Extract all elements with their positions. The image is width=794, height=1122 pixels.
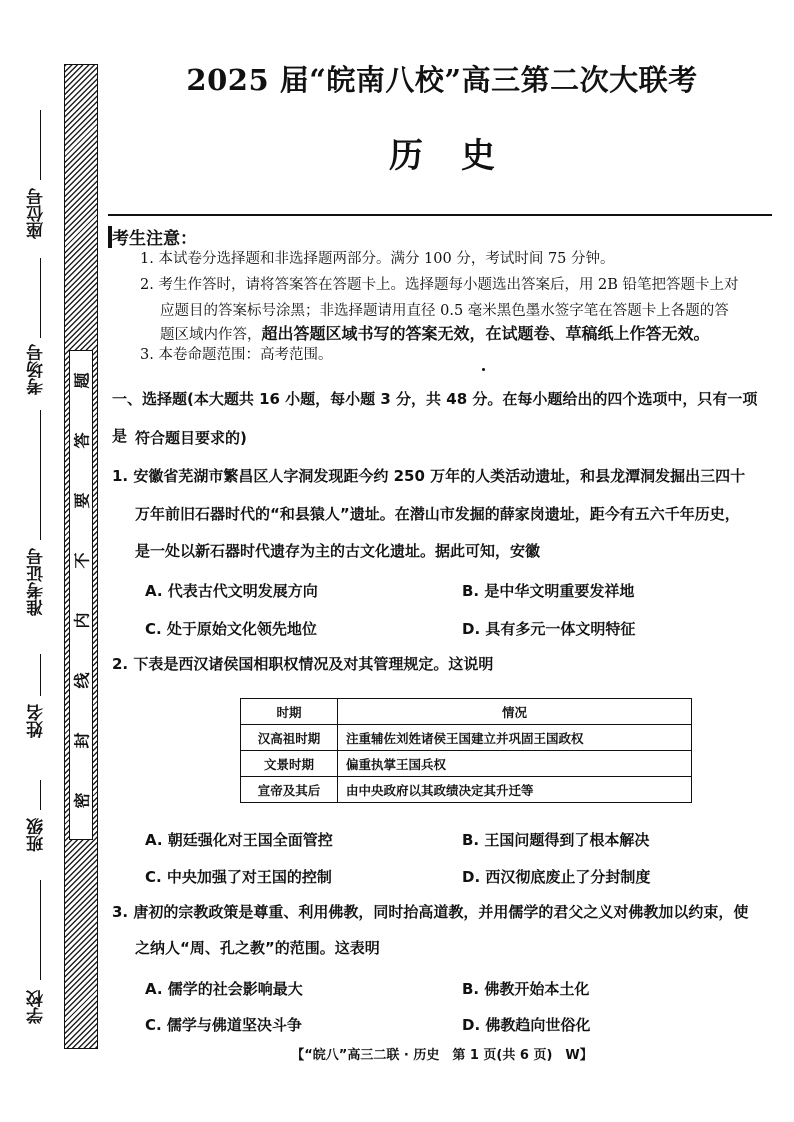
table-header: 情况 — [338, 699, 692, 725]
table-cell: 由中央政府以其政绩决定其升迁等 — [338, 777, 692, 803]
seal-char: 内 — [72, 612, 92, 629]
binding-strip — [64, 64, 98, 1049]
q2-option-d[interactable]: D. 西汉彻底废止了分封制度 — [462, 868, 651, 886]
seal-char: 密 — [72, 792, 92, 809]
seal-notice-box — [69, 350, 93, 840]
q1-option-d[interactable]: D. 具有多元一体文明特征 — [462, 620, 636, 638]
seal-char: 答 — [72, 432, 92, 449]
stray-dot — [482, 368, 485, 371]
q1-option-c[interactable]: C. 处于原始文化领先地位 — [145, 620, 317, 638]
q3-option-a[interactable]: A. 儒学的社会影响最大 — [145, 980, 303, 998]
question-1-line: 万年前旧石器时代的“和县猿人”遗址。在潜山市发掘的薛家岗遗址，距今有五六千年历史， — [135, 505, 740, 523]
table-header-row — [241, 699, 692, 725]
notice-item: 2. 考生作答时，请将答案答在答题卡上。选择题每小题选出答案后，用 2B 铅笔把答题卡上对 — [140, 277, 739, 293]
class-label: 班级 — [27, 818, 47, 852]
question-3-line: 之纳人“周、孔之教”的范围。这表明 — [135, 939, 380, 957]
question-3-line: 3. 唐初的宗教政策是尊重、利用佛教，同时抬高道教，并用儒学的君父之义对佛教加以约束，使 — [112, 903, 749, 921]
notice-emphasis: 超出答题区域书写的答案无效，在试题卷、草稿纸上作答无效。 — [261, 324, 710, 343]
header-divider — [108, 214, 772, 216]
question-1-line: 1. 安徽省芜湖市繁昌区人字洞发现距今约 250 万年的人类活动遗址，和县龙潭洞发掘出三四十 — [112, 467, 746, 485]
admission-number-field[interactable] — [24, 410, 58, 650]
notice-item: 应题目的答案标号涂黑；非选择题请用直径 0.5 毫米黑色墨水签字笔在答题卡上各题的答 — [160, 303, 729, 319]
class-field[interactable] — [24, 780, 58, 880]
fill-line — [40, 258, 41, 338]
admission-number-label: 准考证号 — [27, 548, 47, 616]
name-label: 姓名 — [27, 704, 47, 738]
school-label: 学校 — [27, 990, 47, 1024]
exam-room-label: 考场号 — [27, 344, 47, 395]
table-row — [241, 725, 692, 751]
fill-line — [40, 780, 41, 810]
table-row — [241, 751, 692, 777]
question-2-stem: 2. 下表是西汉诸侯国相职权情况及对其管理规定。这说明 — [112, 655, 494, 673]
seal-char: 要 — [72, 492, 92, 509]
name-field[interactable] — [24, 654, 58, 774]
school-field[interactable] — [24, 880, 58, 1050]
section-heading-cont: 符合题目要求的) — [135, 429, 247, 447]
table-cell: 文景时期 — [241, 751, 338, 777]
seal-char: 线 — [72, 672, 92, 689]
table-cell: 宣帝及其后 — [241, 777, 338, 803]
q2-option-b[interactable]: B. 王国问题得到了根本解决 — [462, 831, 650, 849]
seal-char: 不 — [72, 552, 92, 569]
exam-room-field[interactable] — [24, 258, 58, 398]
q2-table — [240, 698, 692, 803]
fill-line — [40, 880, 41, 980]
notice-item: 1. 本试卷分选择题和非选择题两部分。满分 100 分，考试时间 75 分钟。 — [140, 251, 615, 267]
q1-option-b[interactable]: B. 是中华文明重要发祥地 — [462, 582, 635, 600]
table-cell: 汉高祖时期 — [241, 725, 338, 751]
q3-option-d[interactable]: D. 佛教趋向世俗化 — [462, 1016, 591, 1034]
q3-option-b[interactable]: B. 佛教开始本土化 — [462, 980, 590, 998]
question-1-line: 是一处以新石器时代遗存为主的古文化遗址。据此可知，安徽 — [135, 542, 541, 560]
table-cell: 偏重执掌王国兵权 — [338, 751, 692, 777]
page-footer: 【“皖八”高三二联 · 历史 第 1 页(共 6 页) W】 — [291, 1048, 593, 1063]
table-cell: 注重辅佐刘姓诸侯王国建立并巩固王国政权 — [338, 725, 692, 751]
q2-option-a[interactable]: A. 朝廷强化对王国全面管控 — [145, 831, 333, 849]
notice-heading: 考生注意： — [112, 229, 197, 249]
seal-char: 题 — [72, 372, 92, 389]
fill-line — [40, 654, 41, 696]
table-header: 时期 — [241, 699, 338, 725]
notice-item: 3. 本卷命题范围：高考范围。 — [140, 347, 333, 363]
subject-title: 历史 — [389, 136, 533, 176]
seal-char: 封 — [72, 732, 92, 749]
seat-number-label: 座位号 — [27, 188, 47, 239]
fill-line — [40, 110, 41, 180]
fill-line — [40, 410, 41, 540]
q2-option-c[interactable]: C. 中央加强了对王国的控制 — [145, 868, 332, 886]
table-row — [241, 777, 692, 803]
exam-title: 2025 届“皖南八校”高三第二次大联考 — [186, 63, 698, 97]
section-heading: 一、选择题(本大题共 16 小题，每小题 3 分，共 48 分。在每小题给出的四个选项中，只有一项是 — [112, 390, 758, 445]
notice-text: 题区域内作答， — [160, 327, 262, 343]
q1-option-a[interactable]: A. 代表古代文明发展方向 — [145, 582, 318, 600]
seat-number-field[interactable] — [24, 110, 58, 250]
q3-option-c[interactable]: C. 儒学与佛道坚决斗争 — [145, 1016, 302, 1034]
